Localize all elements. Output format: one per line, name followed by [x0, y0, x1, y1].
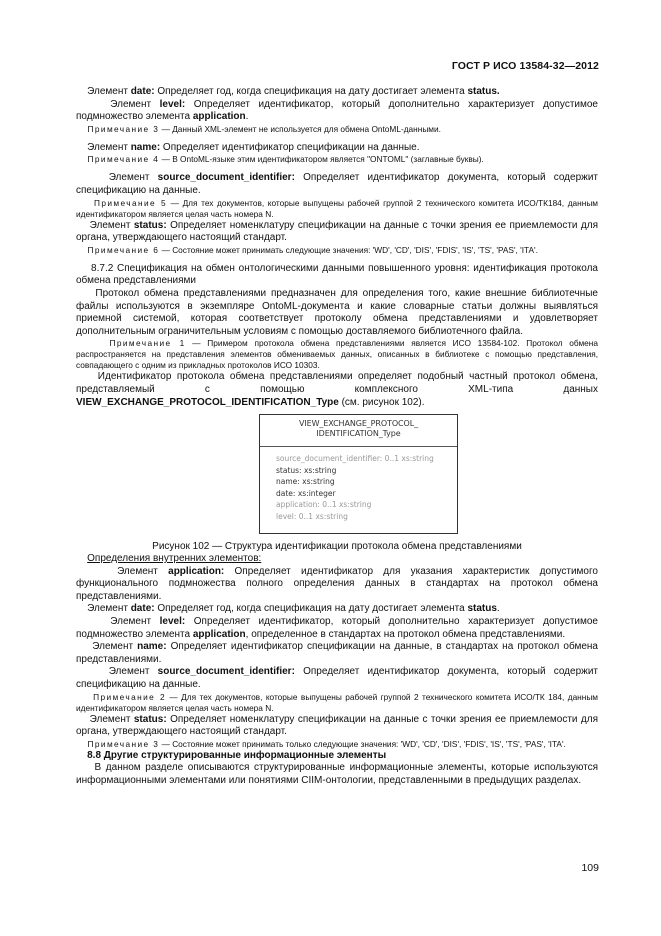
note-1: Примечание 1 — Примером протокола обмена представлениями является ИСО 13584-102. Протокол обмена распространяется на представления элементов обмениваемых данных, описанных в библиотеке с помощью представления, совпадающего с одним из прикладных протоколов ИСО 10303.: [76, 338, 598, 371]
note-6: Примечание 6 — Состояние может принимать следующие значения: 'WD', 'CD', 'DIS', 'FDIS', 'IS', 'TS', 'PAS', 'ITA'.: [87, 244, 538, 255]
uml-class-diagram: [259, 414, 458, 534]
class-title-line-1: VIEW_EXCHANGE_PROTOCOL_: [299, 419, 418, 429]
section-heading-8-8: 8.8 Другие структурированные информационные элементы: [87, 749, 387, 761]
class-attribute: level: 0..1 xs:string: [276, 512, 348, 522]
class-attribute: source_document_identifier: 0..1 xs:string: [276, 454, 434, 464]
paragraph-status: Элемент status: Определяет номенклатуру спецификации на данные с точки зрения ее приемлемости для органа, утверждающего настоящий стандарт.: [76, 219, 598, 244]
class-attribute: date: xs:integer: [276, 488, 336, 498]
class-attribute: status: xs:string: [276, 465, 337, 475]
class-attribute: application: 0..1 xs:string: [276, 500, 372, 510]
paragraph-level: Элемент level: Определяет идентификатор, который дополнительно характеризует допустимое подмножество элемента application.: [76, 98, 598, 123]
page-content: [76, 86, 598, 788]
paragraph-protocol: Протокол обмена представлениями предназначен для определения того, какие внешние библиотечные файлы используются в экземпляре OntoML-документа и какие словарные статьи должны выявляться приемной системой, которая соответствует протоколу обмена представлениями и удовлетворяет дополнительным ограничительным условиям с помощью доставляемого библиотечного файла.: [76, 287, 598, 337]
figure-caption: Рисунок 102 — Структура идентификации протокола обмена представлениями: [152, 541, 522, 553]
note-4: Примечание 4 — В OntoML-языке этим идентификатором является "ONTOML" (заглавные буквы).: [87, 154, 484, 165]
definitions-heading: Определения внутренних элементов:: [87, 553, 262, 565]
paragraph-date-2: Элемент date: Определяет год, когда спецификация на дату достигает элемента status.: [87, 603, 500, 615]
note-2: Примечание 2 — Для тех документов, которые выпущены рабочей группой 2 технического комитета ИСО/ТК 184, данным идентификатором является целая часть номера N.: [76, 691, 599, 713]
note-3-b: Примечание 3 — Состояние может принимать только следующие значения: 'WD', 'CD', 'DIS', 'FDIS', 'IS', 'TS', 'PAS', 'ITA'.: [87, 738, 566, 749]
note-5: Примечание 5 — Для тех документов, которые выпущены рабочей группой 2 технического комитета ИСО/ТК184, данным идентификатором является целая часть номера N.: [76, 197, 598, 219]
subsection-heading-8-7-2: 8.7.2 Спецификация на обмен онтологическими данными повышенного уровня: идентификация протокола обмена представлениями: [76, 262, 598, 287]
page-number: 109: [581, 862, 599, 874]
paragraph-other-elements: В данном разделе описываются структурированные информационные элементы, которые используются информационными элементами или понятиями CIIM-онтологии, представленными в предыдущих разделах.: [76, 762, 598, 786]
class-title-line-2: IDENTIFICATION_Type: [316, 429, 401, 439]
paragraph-name-2: Элемент name: Определяет идентификатор спецификации на данные, в стандартах на протокол обмена представлениями.: [76, 641, 598, 665]
document-header: ГОСТ Р ИСО 13584-32—2012: [451, 60, 599, 72]
paragraph-source-document: Элемент source_document_identifier: Определяет идентификатор документа, который содержит спецификацию на данные.: [76, 172, 598, 196]
class-attribute: name: xs:string: [276, 477, 335, 487]
paragraph-level-2: Элемент level: Определяет идентификатор, который дополнительно характеризует допустимое подмножество элемента application, определенное в стандартах на протокол обмена представлениями.: [76, 616, 598, 640]
paragraph-source-document-2: Элемент source_document_identifier: Определяет идентификатор документа, который содержит спецификацию на данные.: [76, 666, 598, 691]
paragraph-name: Элемент name: Определяет идентификатор спецификации на данные.: [87, 141, 420, 153]
paragraph-date: Элемент date: Определяет год, когда спецификация на дату достигает элемента status.: [87, 86, 500, 97]
paragraph-application: Элемент application: Определяет идентификатор для указания характеристик допустимого функционального подмножества полного определения данных в стандартах на протокол обмена представлениями.: [76, 565, 598, 602]
attribute-list: [260, 447, 457, 523]
paragraph-status-2: Элемент status: Определяет номенклатуру спецификации на данные с точки зрения ее приемлемости для органа, утверждающего настоящий стандарт.: [76, 713, 598, 738]
class-title: [260, 415, 457, 447]
note-3: Примечание 3 — Данный XML-элемент не используется для обмена OntoML-данными.: [87, 123, 441, 134]
paragraph-identifier: Идентификатор протокола обмена представлениями определяет подобный частный протокол обмена, представляемый с помощью комплексного XML-типа данных VIEW_EXCHANGE_PROTOCOL_IDENTIFICATION_Type (см. рисунок 102).: [76, 371, 598, 408]
